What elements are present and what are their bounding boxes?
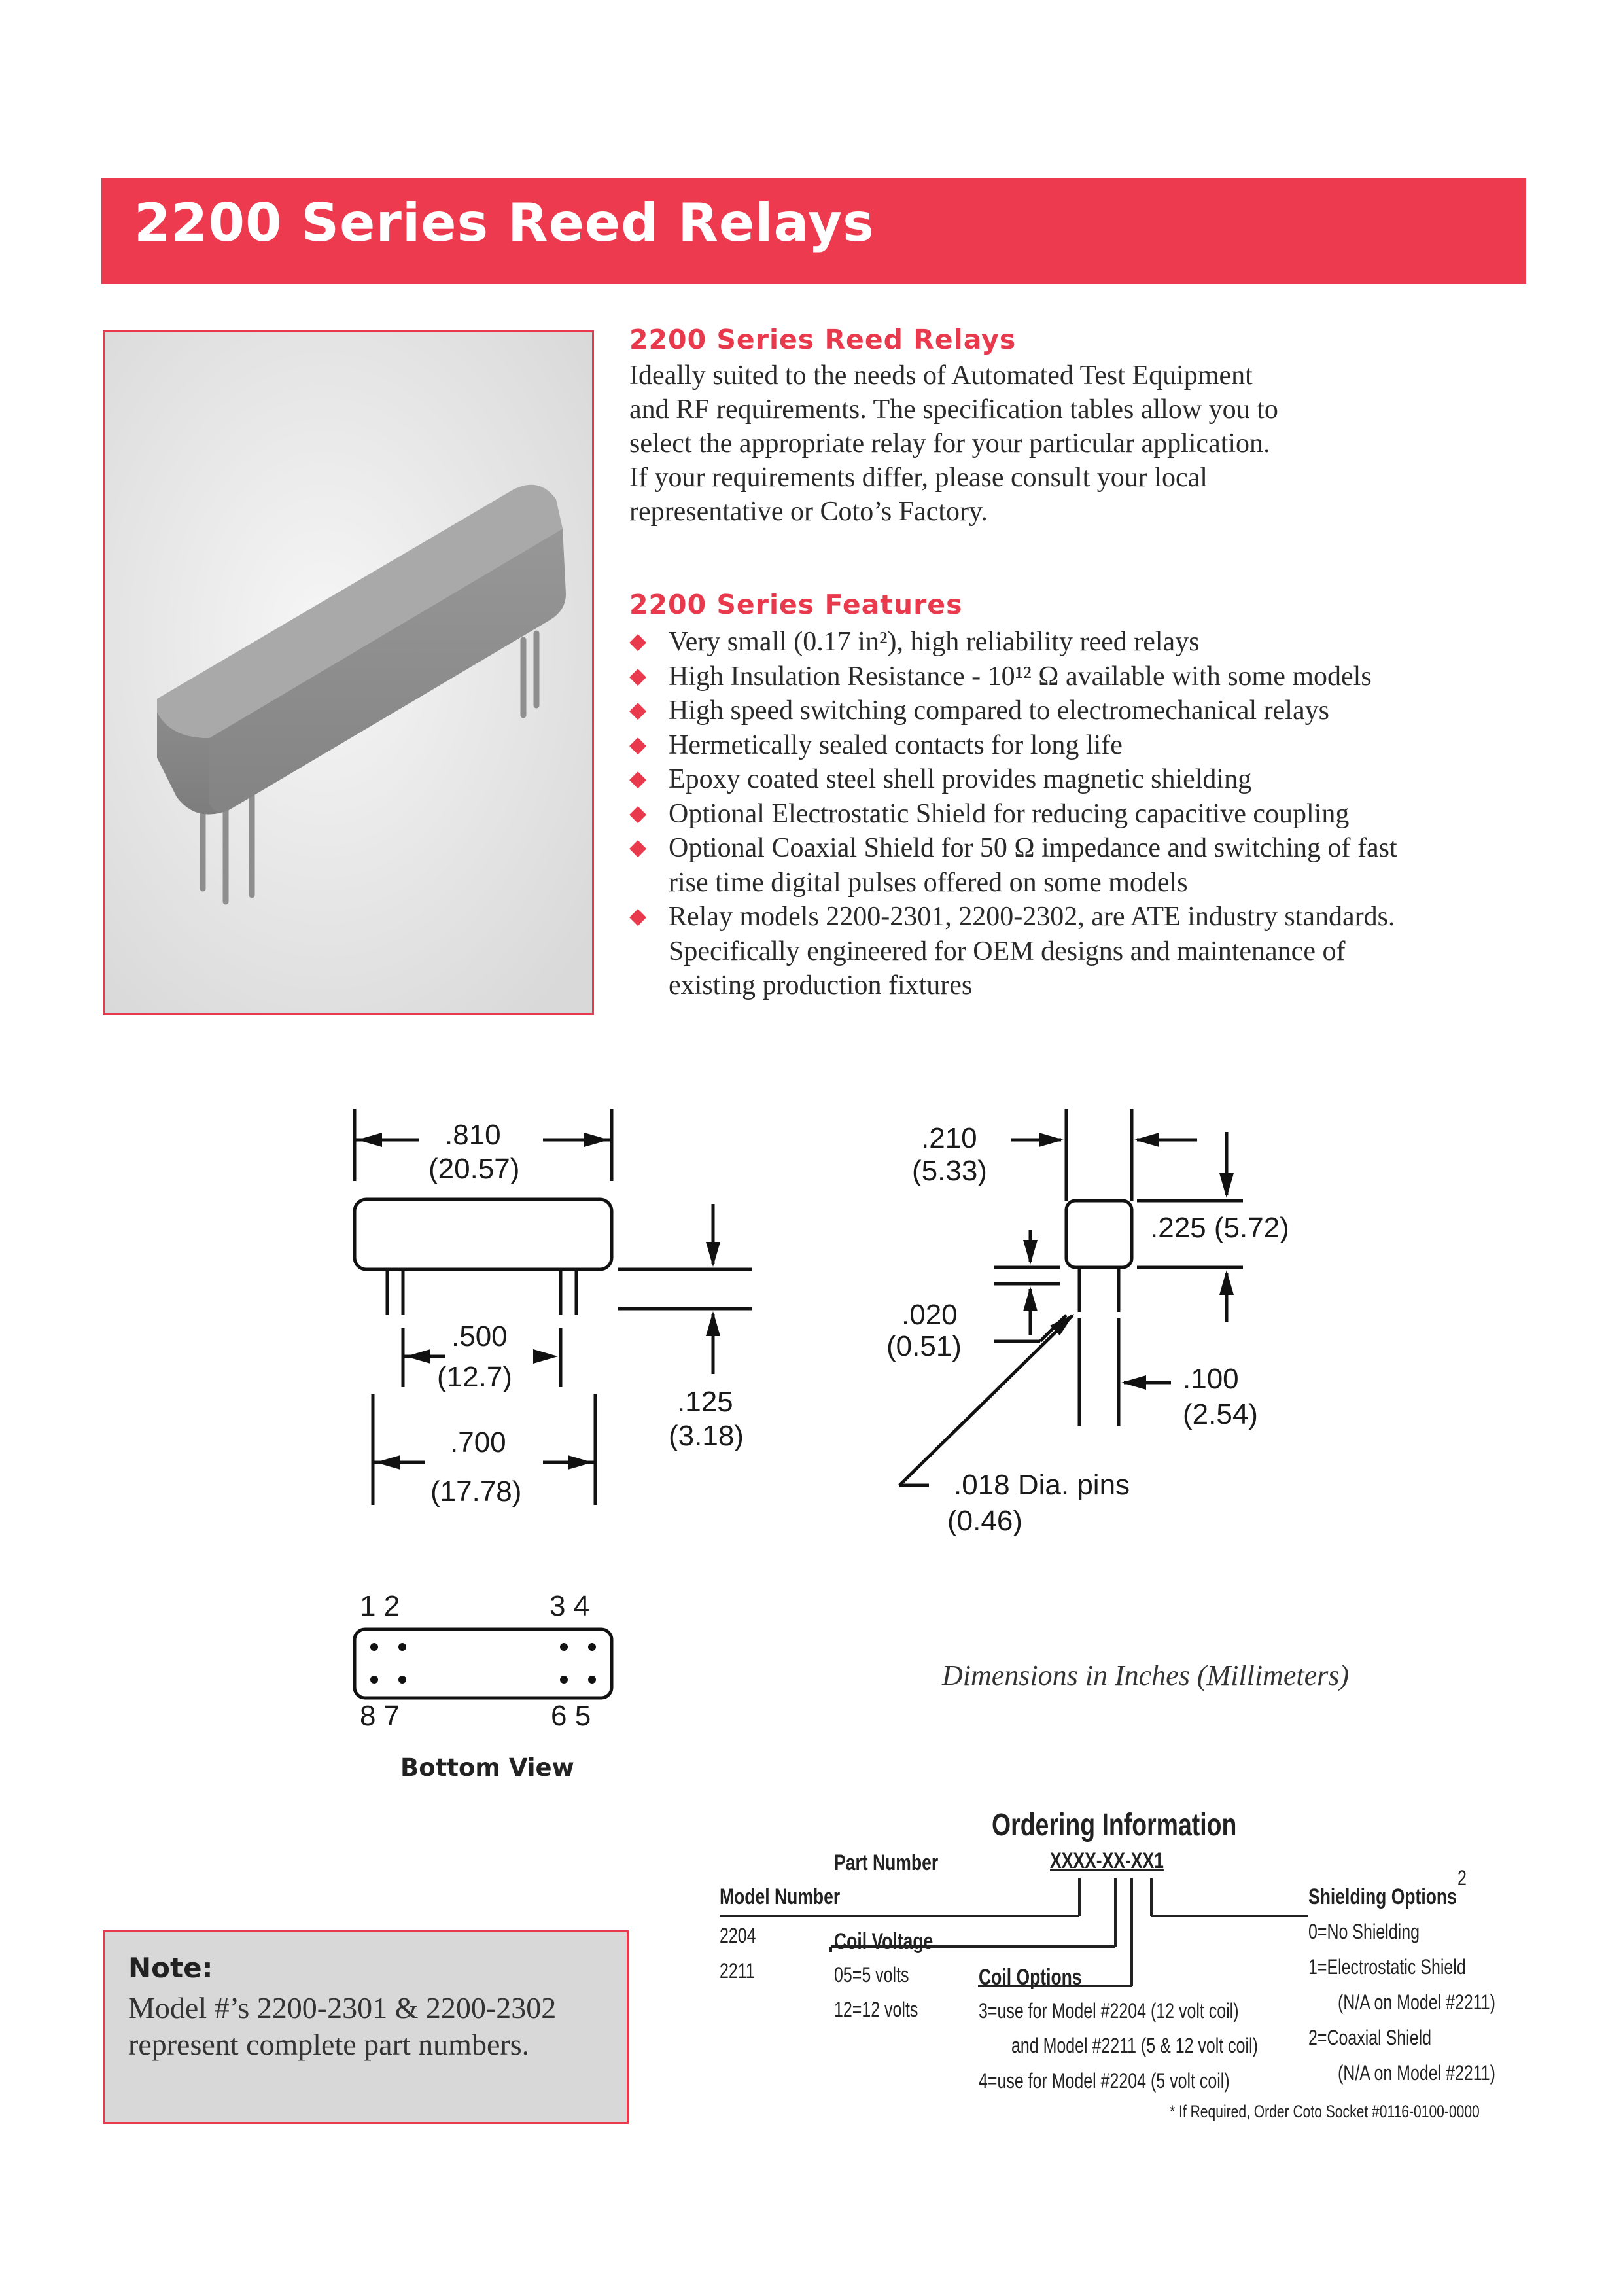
model-number-label: Model Number [720,1884,841,1909]
width-mm: (5.33) [912,1155,987,1187]
part-number-label: Part Number [834,1850,939,1875]
feature-item: ◆ High Insulation Resistance - 10¹² Ω available with some models [629,660,1532,694]
note-text [128,1990,612,2063]
diamond-bullet-icon: ◆ [629,767,647,791]
model-2204: 2204 [720,1924,756,1947]
note-box [103,1930,629,2124]
shielding-2-note: (N/A on Model #2211) [1338,2061,1495,2085]
page-title: 2200 Series Reed Relays [134,192,875,253]
pin-dia-mm: (0.46) [947,1505,1022,1537]
shielding-2: 2=Coaxial Shield [1308,2026,1432,2049]
pin-span-outer-mm: (17.78) [430,1475,522,1508]
bottom-view-label: Bottom View [400,1754,574,1782]
page-number: 2 [1457,1866,1467,1890]
intro-line: and RF requirements. The specification tables allow you to [629,395,1278,425]
diamond-bullet-icon: ◆ [629,732,647,757]
pin-span-inner-in: .500 [451,1320,508,1352]
pin-labels-top-right: 3 4 [550,1590,590,1622]
pin-labels-bottom-left: 8 7 [360,1700,400,1732]
height-label: .225 (5.72) [1150,1212,1289,1244]
note-line: Model #’s 2200-2301 & 2200-2302 [128,1991,557,2024]
pin-labels-bottom-right: 6 5 [551,1700,591,1732]
length-mm: (20.57) [428,1153,520,1185]
diamond-bullet-icon: ◆ [629,836,647,860]
shielding-1: 1=Electrostatic Shield [1308,1955,1466,1979]
coil-option-3: 3=use for Model #2204 (12 volt coil) [979,1999,1239,2022]
coil-options-label: Coil Options [979,1965,1082,1990]
feature-item: ◆ Optional Coaxial Shield for 50 Ω impedance and switching of fast rise time digital pulses offered on some models [629,831,1532,900]
feature-item: ◆ High speed switching compared to electromechanical relays [629,694,1532,728]
pin-length-in: .125 [677,1386,733,1418]
coil-voltage-05: 05=5 volts [834,1963,909,1987]
model-2211: 2211 [720,1959,755,1983]
note-line: represent complete part numbers. [128,2028,530,2061]
pin-pitch-mm: (2.54) [1183,1398,1258,1430]
diamond-bullet-icon: ◆ [629,904,647,928]
note-title: Note: [128,1952,213,1984]
coil-voltage-12: 12=12 volts [834,1998,918,2021]
intro-line: representative or Coto’s Factory. [629,497,988,527]
pin-length-mm: (3.18) [669,1420,744,1452]
diamond-bullet-icon: ◆ [629,801,647,826]
standoff-in: .020 [901,1299,958,1331]
pin-span-outer-in: .700 [450,1426,506,1458]
intro-line: select the appropriate relay for your particular application. [629,429,1270,459]
feature-item: ◆ Hermetically sealed contacts for long life [629,728,1532,763]
part-code: XXXX-XX-XX1 [1050,1848,1164,1873]
feature-item: ◆ Relay models 2200-2301, 2200-2302, are ATE industry standards. Specifically engineered for OEM designs and maintenance of existing production fixtures [629,900,1532,1003]
pin-pitch-in: .100 [1183,1363,1239,1395]
coil-option-3-cont: and Model #2211 (5 & 12 volt coil) [1011,2034,1258,2057]
pin-labels-top-left: 1 2 [360,1590,400,1622]
diamond-bullet-icon: ◆ [629,698,647,722]
intro-line: Ideally suited to the needs of Automated Test Equipment [629,361,1253,391]
shielding-options-label: Shielding Options [1308,1884,1457,1909]
pin-dia-label: .018 Dia. pins [954,1469,1130,1501]
feature-item: ◆ Epoxy coated steel shell provides magnetic shielding [629,762,1532,797]
length-in: .810 [445,1119,501,1151]
standoff-mm: (0.51) [886,1330,962,1362]
shielding-1-note: (N/A on Model #2211) [1338,1990,1495,2014]
features-heading: 2200 Series Features [629,589,963,620]
diamond-bullet-icon: ◆ [629,663,647,688]
diamond-bullet-icon: ◆ [629,629,647,654]
coil-option-4: 4=use for Model #2204 (5 volt coil) [979,2069,1230,2093]
dimensions-caption: Dimensions in Inches (Millimeters) [942,1659,1349,1691]
feature-item: ◆ Very small (0.17 in²), high reliability reed relays [629,625,1532,660]
coil-voltage-label: Coil Voltage [834,1929,934,1954]
socket-footnote: * If Required, Order Coto Socket #0116-0100-0000 [1170,2102,1480,2121]
pin-span-inner-mm: (12.7) [437,1361,512,1393]
ordering-title: Ordering Information [992,1808,1237,1843]
feature-item: ◆ Optional Electrostatic Shield for reducing capacitive coupling [629,797,1532,832]
width-in: .210 [921,1122,977,1154]
intro-heading: 2200 Series Reed Relays [629,324,1017,355]
shielding-0: 0=No Shielding [1308,1920,1420,1943]
intro-line: If your requirements differ, please consult your local [629,463,1208,493]
